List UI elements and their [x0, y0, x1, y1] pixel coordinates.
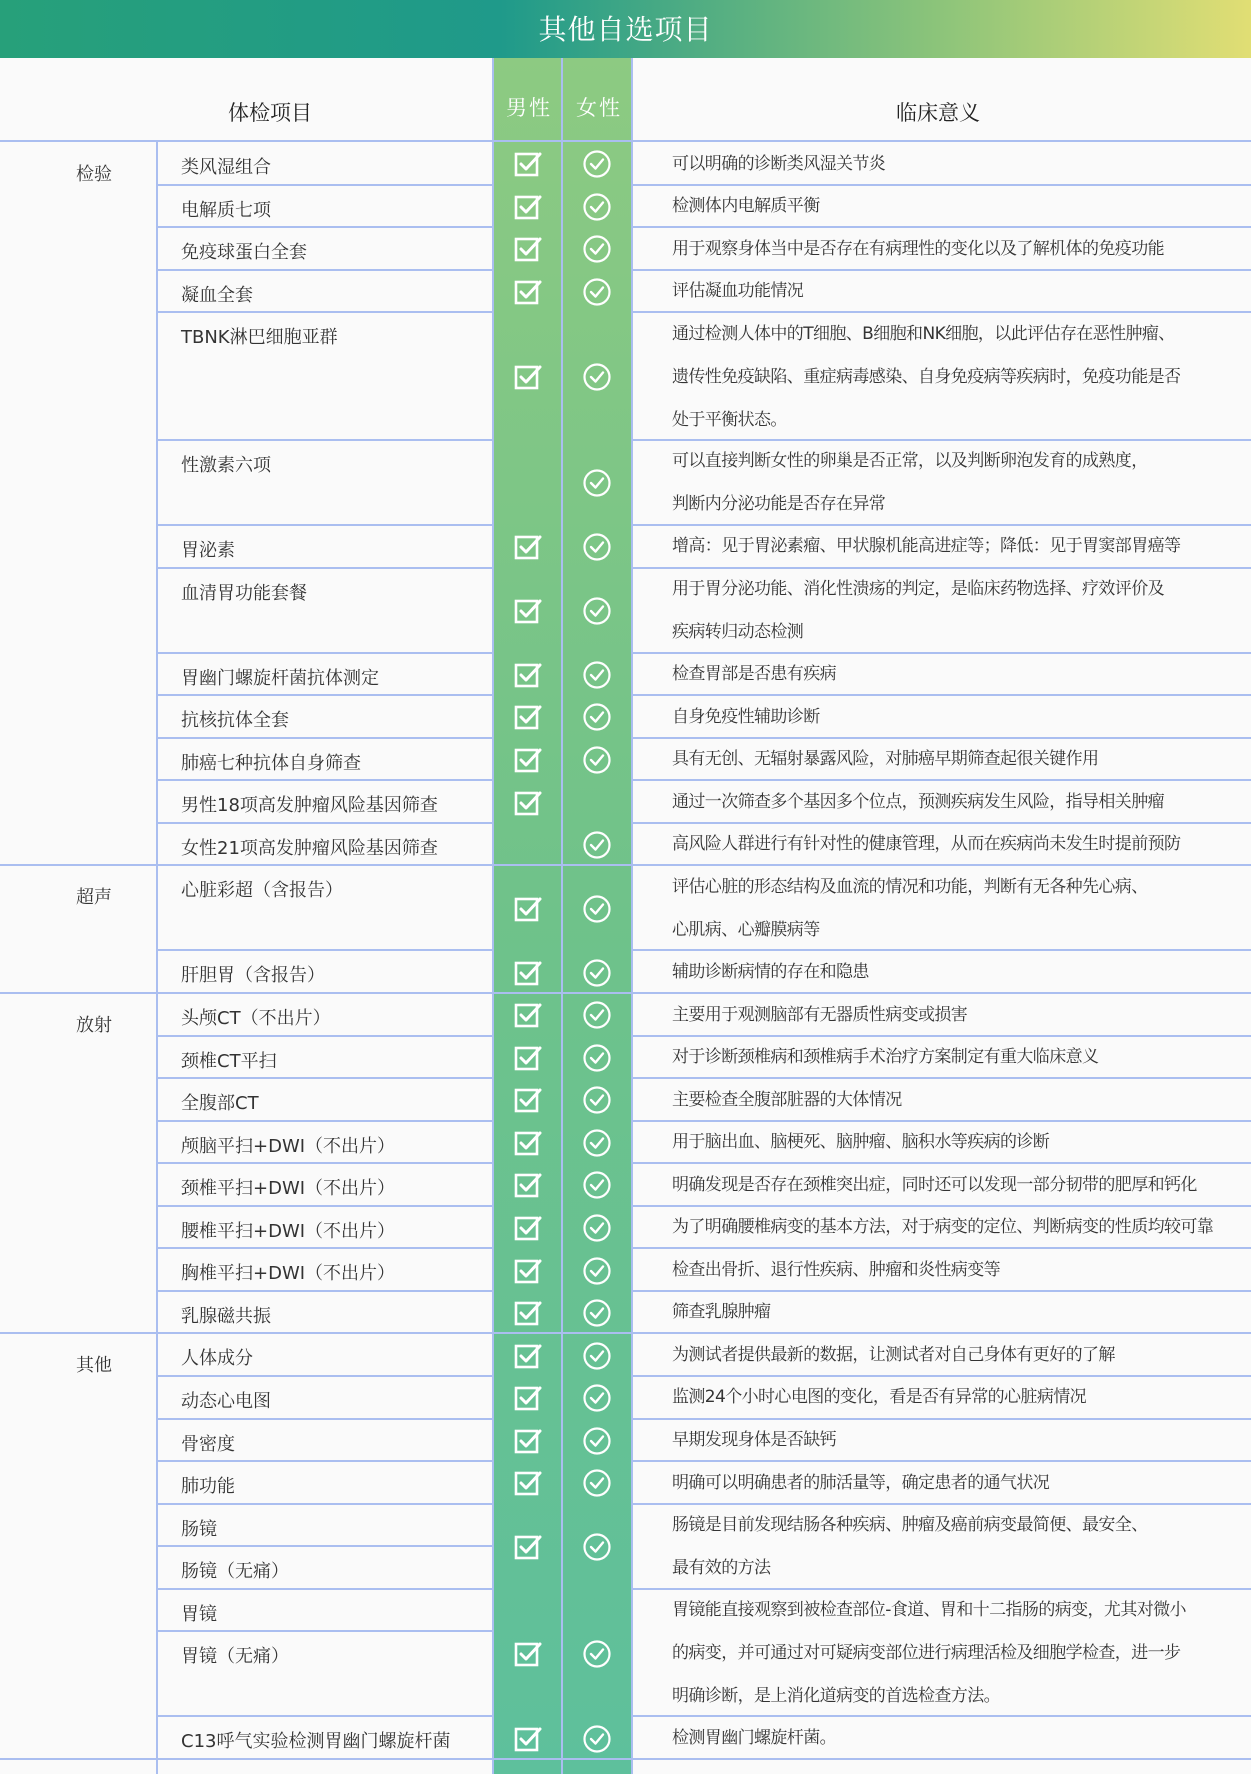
clinical-meaning — [672, 1589, 1250, 1718]
male-check-icon — [513, 1724, 543, 1754]
meaning-line: 胃镜能直接观察到被检查部位-食道、胃和十二指肠的病变，尤其对微小 — [672, 1600, 1186, 1621]
row-divider — [158, 1545, 492, 1547]
clinical-meaning — [672, 1419, 1250, 1462]
row-divider — [158, 1120, 492, 1122]
meaning-line: 对于诊断颈椎病和颈椎病手术治疗方案制定有重大临床意义 — [672, 1047, 1099, 1068]
meaning-line: 的病变，并可通过对可疑病变部位进行病理活检及细胞学检查，进一步 — [672, 1643, 1181, 1664]
male-check-icon — [513, 149, 543, 179]
column-divider — [561, 58, 563, 1774]
meaning-line: 增高：见于胃泌素瘤、甲状腺机能高进症等；降低：见于胃窦部胃癌等 — [672, 536, 1181, 557]
female-check-icon — [582, 468, 612, 498]
male-check-icon — [513, 1341, 543, 1371]
clinical-meaning — [672, 1334, 1250, 1377]
female-check-icon — [582, 1256, 612, 1286]
row-divider — [158, 949, 492, 951]
meaning-line: 用于观察身体当中是否存在有病理性的变化以及了解机体的免疫功能 — [672, 238, 1164, 259]
clinical-meaning — [672, 951, 1250, 994]
male-check-icon — [513, 234, 543, 264]
row-divider — [158, 524, 492, 526]
female-check-icon — [582, 1383, 612, 1413]
exam-item-name: TBNK淋巴细胞亚群 — [181, 327, 338, 349]
meaning-line: 可以明确的诊断类风湿关节炎 — [672, 153, 886, 174]
meaning-line: 评估心脏的形态结构及血流的情况和功能，判断有无各种先心病、 — [672, 876, 1148, 897]
header-meaning: 临床意义 — [896, 101, 980, 125]
category-label: 检验 — [76, 164, 112, 185]
meaning-line: 监测24个小时心电图的变化，看是否有异常的心脏病情况 — [672, 1387, 1087, 1408]
male-check-icon — [513, 1128, 543, 1158]
meaning-line: 辅助诊断病情的存在和隐患 — [672, 961, 869, 982]
male-check-icon — [513, 596, 543, 626]
clinical-meaning — [672, 525, 1250, 568]
exam-item-name: 人体成分 — [181, 1348, 253, 1370]
clinical-meaning — [672, 866, 1250, 952]
row-divider — [158, 269, 492, 271]
column-divider — [156, 142, 158, 1774]
female-check-icon — [582, 362, 612, 392]
clinical-meaning — [672, 1121, 1250, 1164]
exam-item-name: 抗核抗体全套 — [181, 710, 289, 732]
male-check-icon — [513, 1298, 543, 1328]
male-check-icon — [513, 702, 543, 732]
female-check-icon — [582, 958, 612, 988]
female-check-icon — [582, 1724, 612, 1754]
meaning-line: 用于胃分泌功能、消化性溃疡的判定，是临床药物选择、疗效评价及 — [672, 579, 1164, 599]
male-check-icon — [513, 1383, 543, 1413]
exam-item-name: 性激素六项 — [181, 454, 271, 476]
row-divider — [158, 1077, 492, 1079]
female-check-icon — [582, 1468, 612, 1498]
male-check-icon — [513, 1468, 543, 1498]
clinical-meaning — [672, 568, 1250, 654]
meaning-line: 检查胃部是否患有疾病 — [672, 664, 836, 685]
row-divider — [158, 184, 492, 186]
row-divider — [158, 652, 492, 654]
female-check-icon — [582, 1128, 612, 1158]
meaning-line: 用于脑出血、脑梗死、脑肿瘤、脑积水等疾病的诊断 — [672, 1132, 1050, 1153]
row-divider — [158, 1715, 492, 1717]
meaning-line: 具有无创、无辐射暴露风险，对肺癌早期筛查起很关键作用 — [672, 749, 1099, 770]
female-check-icon — [582, 1426, 612, 1456]
category-label: 其他 — [76, 1355, 112, 1377]
row-divider — [158, 737, 492, 739]
exam-item-name: 血清胃功能套餐 — [181, 582, 307, 604]
male-check-icon — [513, 1085, 543, 1115]
header-item: 体检项目 — [228, 101, 312, 125]
exam-item-name: C13呼气实验检测胃幽门螺旋杆菌 — [181, 1731, 451, 1753]
female-check-icon — [582, 830, 612, 860]
meaning-line: 疾病转归动态检测 — [672, 622, 804, 642]
exam-item-name: 女性21项高发肿瘤风险基因筛查 — [181, 837, 438, 859]
row-divider — [158, 1247, 492, 1249]
female-check-icon — [582, 660, 612, 690]
header-female: 女性 — [576, 96, 622, 120]
female-check-icon — [582, 1639, 612, 1669]
meaning-line: 明确诊断，是上消化道病变的首选检查方法。 — [672, 1686, 1000, 1707]
exam-item-name: 头颅CT（不出片） — [181, 1008, 331, 1029]
female-check-icon — [582, 596, 612, 626]
row-divider — [158, 1035, 492, 1037]
meaning-line: 明确发现是否存在颈椎突出症，同时还可以发现一部分韧带的肥厚和钙化 — [672, 1174, 1197, 1195]
male-check-icon — [513, 1000, 543, 1030]
meaning-line: 为了明确腰椎病变的基本方法，对于病变的定位、判断病变的性质均较可靠 — [672, 1217, 1214, 1238]
row-divider — [158, 567, 492, 569]
meaning-line: 明确可以明确患者的肺活量等，确定患者的通气状况 — [672, 1472, 1050, 1493]
female-check-icon — [582, 277, 612, 307]
category-label: 超声 — [76, 887, 112, 909]
exam-item-name: 肺癌七种抗体自身筛查 — [181, 752, 361, 774]
male-check-icon — [513, 1170, 543, 1200]
male-check-icon — [513, 745, 543, 775]
clinical-meaning — [672, 1717, 1250, 1760]
meaning-line: 检测体内电解质平衡 — [672, 196, 820, 217]
row-divider — [158, 1630, 492, 1632]
male-check-icon — [513, 958, 543, 988]
exam-item-name: 乳腺磁共振 — [181, 1305, 271, 1327]
row-divider — [158, 694, 492, 696]
meaning-line: 通过检测人体中的T细胞、B细胞和NK细胞，以此评估存在恶性肿瘤、 — [672, 323, 1175, 344]
male-check-icon — [513, 1043, 543, 1073]
row-divider — [158, 311, 492, 313]
exam-item-name: 肠镜 — [181, 1518, 217, 1540]
exam-item-name: 男性18项高发肿瘤风险基因筛查 — [181, 795, 438, 817]
clinical-meaning — [672, 1164, 1250, 1207]
meaning-line: 最有效的方法 — [672, 1558, 771, 1579]
clinical-meaning — [672, 1036, 1250, 1079]
clinical-meaning — [672, 185, 1250, 228]
header-male: 男性 — [506, 96, 552, 120]
clinical-meaning — [672, 313, 1250, 442]
meaning-line: 通过一次筛查多个基因多个位点，预测疾病发生风险，指导相关肿瘤 — [672, 791, 1164, 812]
male-check-icon — [513, 277, 543, 307]
exam-item-name: 胸椎平扫+DWI（不出片） — [181, 1263, 396, 1285]
clinical-meaning — [672, 1504, 1250, 1590]
meaning-line: 处于平衡状态。 — [672, 409, 787, 430]
clinical-meaning — [672, 1249, 1250, 1292]
male-check-icon — [513, 894, 543, 924]
female-check-icon — [582, 532, 612, 562]
female-check-icon — [582, 1298, 612, 1328]
clinical-meaning — [672, 143, 1250, 186]
male-check-icon — [513, 660, 543, 690]
clinical-meaning — [672, 738, 1250, 781]
female-check-icon — [582, 1532, 612, 1562]
clinical-meaning — [672, 1462, 1250, 1505]
female-check-icon — [582, 1043, 612, 1073]
exam-item-name: 胃镜（无痛） — [181, 1646, 289, 1668]
row-divider — [158, 822, 492, 824]
clinical-meaning — [672, 440, 1250, 526]
male-check-icon — [513, 1426, 543, 1456]
meaning-line: 肠镜是目前发现结肠各种疾病、肿瘤及癌前病变最简便、最安全、 — [672, 1515, 1148, 1536]
clinical-meaning — [672, 994, 1250, 1037]
exam-item-name: 免疫球蛋白全套 — [181, 242, 307, 264]
row-divider — [158, 1375, 492, 1377]
category-label: 放射 — [76, 1015, 112, 1036]
male-check-icon — [513, 532, 543, 562]
male-check-icon — [513, 1256, 543, 1286]
row-divider — [158, 439, 492, 441]
exam-item-name: 胃镜 — [181, 1603, 217, 1625]
clinical-meaning — [672, 270, 1250, 313]
exam-item-name: 颈椎CT平扫 — [181, 1050, 277, 1072]
meaning-line: 高风险人群进行有针对性的健康管理，从而在疾病尚未发生时提前预防 — [672, 834, 1181, 855]
row-divider — [158, 1205, 492, 1207]
exam-item-name: 心脏彩超（含报告） — [181, 880, 343, 902]
female-check-icon — [582, 745, 612, 775]
exam-item-name: 动态心电图 — [181, 1390, 271, 1412]
female-check-icon — [582, 1341, 612, 1371]
meaning-line: 为测试者提供最新的数据，让测试者对自己身体有更好的了解 — [672, 1344, 1115, 1365]
exam-item-name: 电解质七项 — [181, 199, 271, 221]
exam-item-name: 肠镜（无痛） — [181, 1561, 289, 1583]
exam-item-name: 颅脑平扫+DWI（不出片） — [181, 1135, 396, 1157]
female-check-icon — [582, 149, 612, 179]
meaning-line: 遗传性免疫缺陷、重症病毒感染、自身免疫病等疾病时，免疫功能是否 — [672, 366, 1181, 387]
meaning-line: 自身免疫性辅助诊断 — [672, 706, 820, 727]
female-check-icon — [582, 894, 612, 924]
meaning-line: 检查出骨折、退行性疾病、肿瘤和炎性病变等 — [672, 1259, 1000, 1280]
row-divider — [158, 1503, 492, 1505]
row-divider — [158, 1162, 492, 1164]
male-check-icon — [513, 1639, 543, 1669]
female-check-icon — [582, 1000, 612, 1030]
clinical-meaning — [672, 696, 1250, 739]
page-title: 其他自选项目 — [538, 13, 713, 46]
female-check-icon — [582, 234, 612, 264]
clinical-meaning — [672, 653, 1250, 696]
male-check-icon — [513, 362, 543, 392]
row-divider — [158, 779, 492, 781]
male-check-icon — [513, 192, 543, 222]
clinical-meaning — [672, 781, 1250, 824]
exam-item-name: 胃泌素 — [181, 539, 235, 561]
meaning-line: 早期发现身体是否缺钙 — [672, 1430, 836, 1450]
meaning-line: 检测胃幽门螺旋杆菌。 — [672, 1727, 836, 1748]
exam-item-name: 全腹部CT — [181, 1093, 259, 1115]
exam-item-name: 凝血全套 — [181, 284, 253, 306]
female-check-icon — [582, 702, 612, 732]
male-check-icon — [513, 1532, 543, 1562]
meaning-line: 评估凝血功能情况 — [672, 281, 804, 302]
exam-item-name: 类风湿组合 — [181, 157, 271, 178]
meaning-line: 主要检查全腹部脏器的大体情况 — [672, 1089, 902, 1110]
clinical-meaning — [672, 823, 1250, 866]
meaning-line: 筛查乳腺肿瘤 — [672, 1302, 771, 1323]
row-divider — [158, 226, 492, 228]
exam-item-name: 肝胆胃（含报告） — [181, 965, 325, 987]
clinical-meaning — [672, 1079, 1250, 1122]
female-check-icon — [582, 1085, 612, 1115]
row-divider — [158, 1588, 492, 1590]
clinical-meaning — [672, 228, 1250, 271]
female-check-icon — [582, 192, 612, 222]
exam-item-name: 胃幽门螺旋杆菌抗体测定 — [181, 667, 379, 689]
clinical-meaning — [672, 1206, 1250, 1249]
meaning-line: 判断内分泌功能是否存在异常 — [672, 494, 886, 515]
exam-item-name: 颈椎平扫+DWI（不出片） — [181, 1178, 396, 1200]
column-divider — [492, 58, 494, 1774]
male-check-icon — [513, 788, 543, 818]
row-divider — [158, 1290, 492, 1292]
clinical-meaning — [672, 1291, 1250, 1334]
female-check-icon — [582, 1170, 612, 1200]
clinical-meaning — [672, 1376, 1250, 1419]
meaning-line: 心肌病、心瓣膜病等 — [672, 919, 820, 940]
female-check-icon — [582, 1213, 612, 1243]
meaning-line: 可以直接判断女性的卵巢是否正常，以及判断卵泡发育的成熟度， — [672, 451, 1148, 472]
row-divider — [0, 1758, 1251, 1760]
row-divider — [158, 1418, 492, 1420]
meaning-line: 主要用于观测脑部有无器质性病变或损害 — [672, 1004, 968, 1025]
row-divider — [158, 1460, 492, 1462]
exam-item-name: 肺功能 — [181, 1476, 235, 1498]
exam-item-name: 骨密度 — [181, 1433, 235, 1455]
exam-item-name: 腰椎平扫+DWI（不出片） — [181, 1220, 396, 1242]
male-check-icon — [513, 1213, 543, 1243]
column-divider — [631, 58, 633, 1774]
page-banner — [0, 0, 1251, 58]
